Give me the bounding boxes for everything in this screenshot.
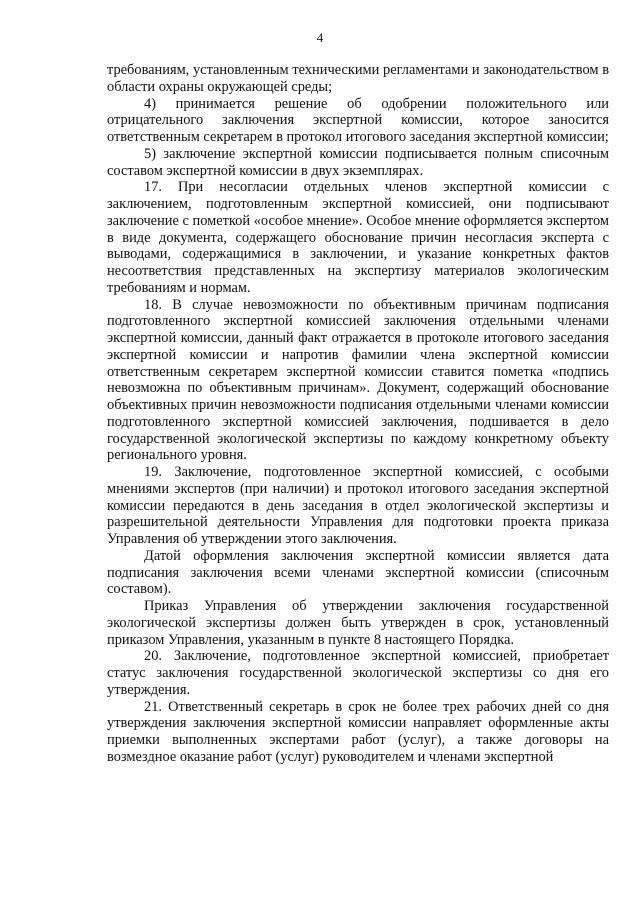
paragraph-p5: 18. В случае невозможности по объективным причинам подписания подготовленного экспертной комиссией заключения отдельными членами экспертной комиссии, данный факт отражается в протоколе итогового заседания экспертной комиссии и напротив фамилии члена экспертной комиссии ответственным секретарем экспертной комиссии ставится пометка «подпись невозможна по объективным причинам». Документ, содержащий обоснование объективных причин невозможности подписания отдельными членами комиссии подготовленного экспертной комиссией заключения, подшивается в дело государственной экологической экспертизы по каждому конкретному объекту регионального уровня. <box>107 296 609 464</box>
paragraph-p4: 17. При несогласии отдельных членов экспертной комиссии с заключением, подготовленным экспертной комиссией, они подписывают заключение с пометкой «особое мнение». Особое мнение оформляется экспертом в виде документа, содержащего обоснование причин несогласия эксперта с выводами, содержащимися в заключении, и указание конкретных фактов несоответствия представленных на экспертизу материалов экологическим требованиям и нормам. <box>107 179 609 296</box>
paragraph-p6: 19. Заключение, подготовленное экспертной комиссией, с особыми мнениями экспертов (при наличии) и протокол итогового заседания экспертной комиссии передаются в день заседания в отдел экологической экспертизы и разрешительной деятельности Управления для подготовки проекта приказа Управления об утверждении этого заключения. <box>107 464 609 547</box>
paragraph-p1: требованиям, установленным техническими регламентами и законодательством в области охраны окружающей среды; <box>107 62 609 95</box>
document-body <box>107 62 609 766</box>
paragraph-p7: Датой оформления заключения экспертной комиссии является дата подписания заключения всеми членами экспертной комиссии (списочным составом). <box>107 547 609 598</box>
paragraph-p2: 4) принимается решение об одобрении положительного или отрицательного заключения экспертной комиссии, которое заносится ответственным секретарем в протокол итогового заседания экспертной комиссии; <box>107 95 609 145</box>
paragraph-p3: 5) заключение экспертной комиссии подписывается полным списочным составом экспертной комиссии в двух экземплярах. <box>107 145 609 179</box>
paragraph-p8: Приказ Управления об утверждении заключения государственной экологической экспертизы должен быть утвержден в срок, установленный приказом Управления, указанным в пункте 8 настоящего Порядка. <box>107 598 609 648</box>
paragraph-p9: 20. Заключение, подготовленное экспертной комиссией, приобретает статус заключения государственной экологической экспертизы со дня его утверждения. <box>107 648 609 698</box>
paragraph-p10: 21. Ответственный секретарь в срок не более трех рабочих дней со дня утверждения заключения экспертной комиссии направляет оформленные акты приемки выполненных экспертами работ (услуг), а также договоры на возмездное оказание работ (услуг) руководителем и членами экспертной <box>107 698 609 765</box>
page-number: 4 <box>316 30 324 45</box>
